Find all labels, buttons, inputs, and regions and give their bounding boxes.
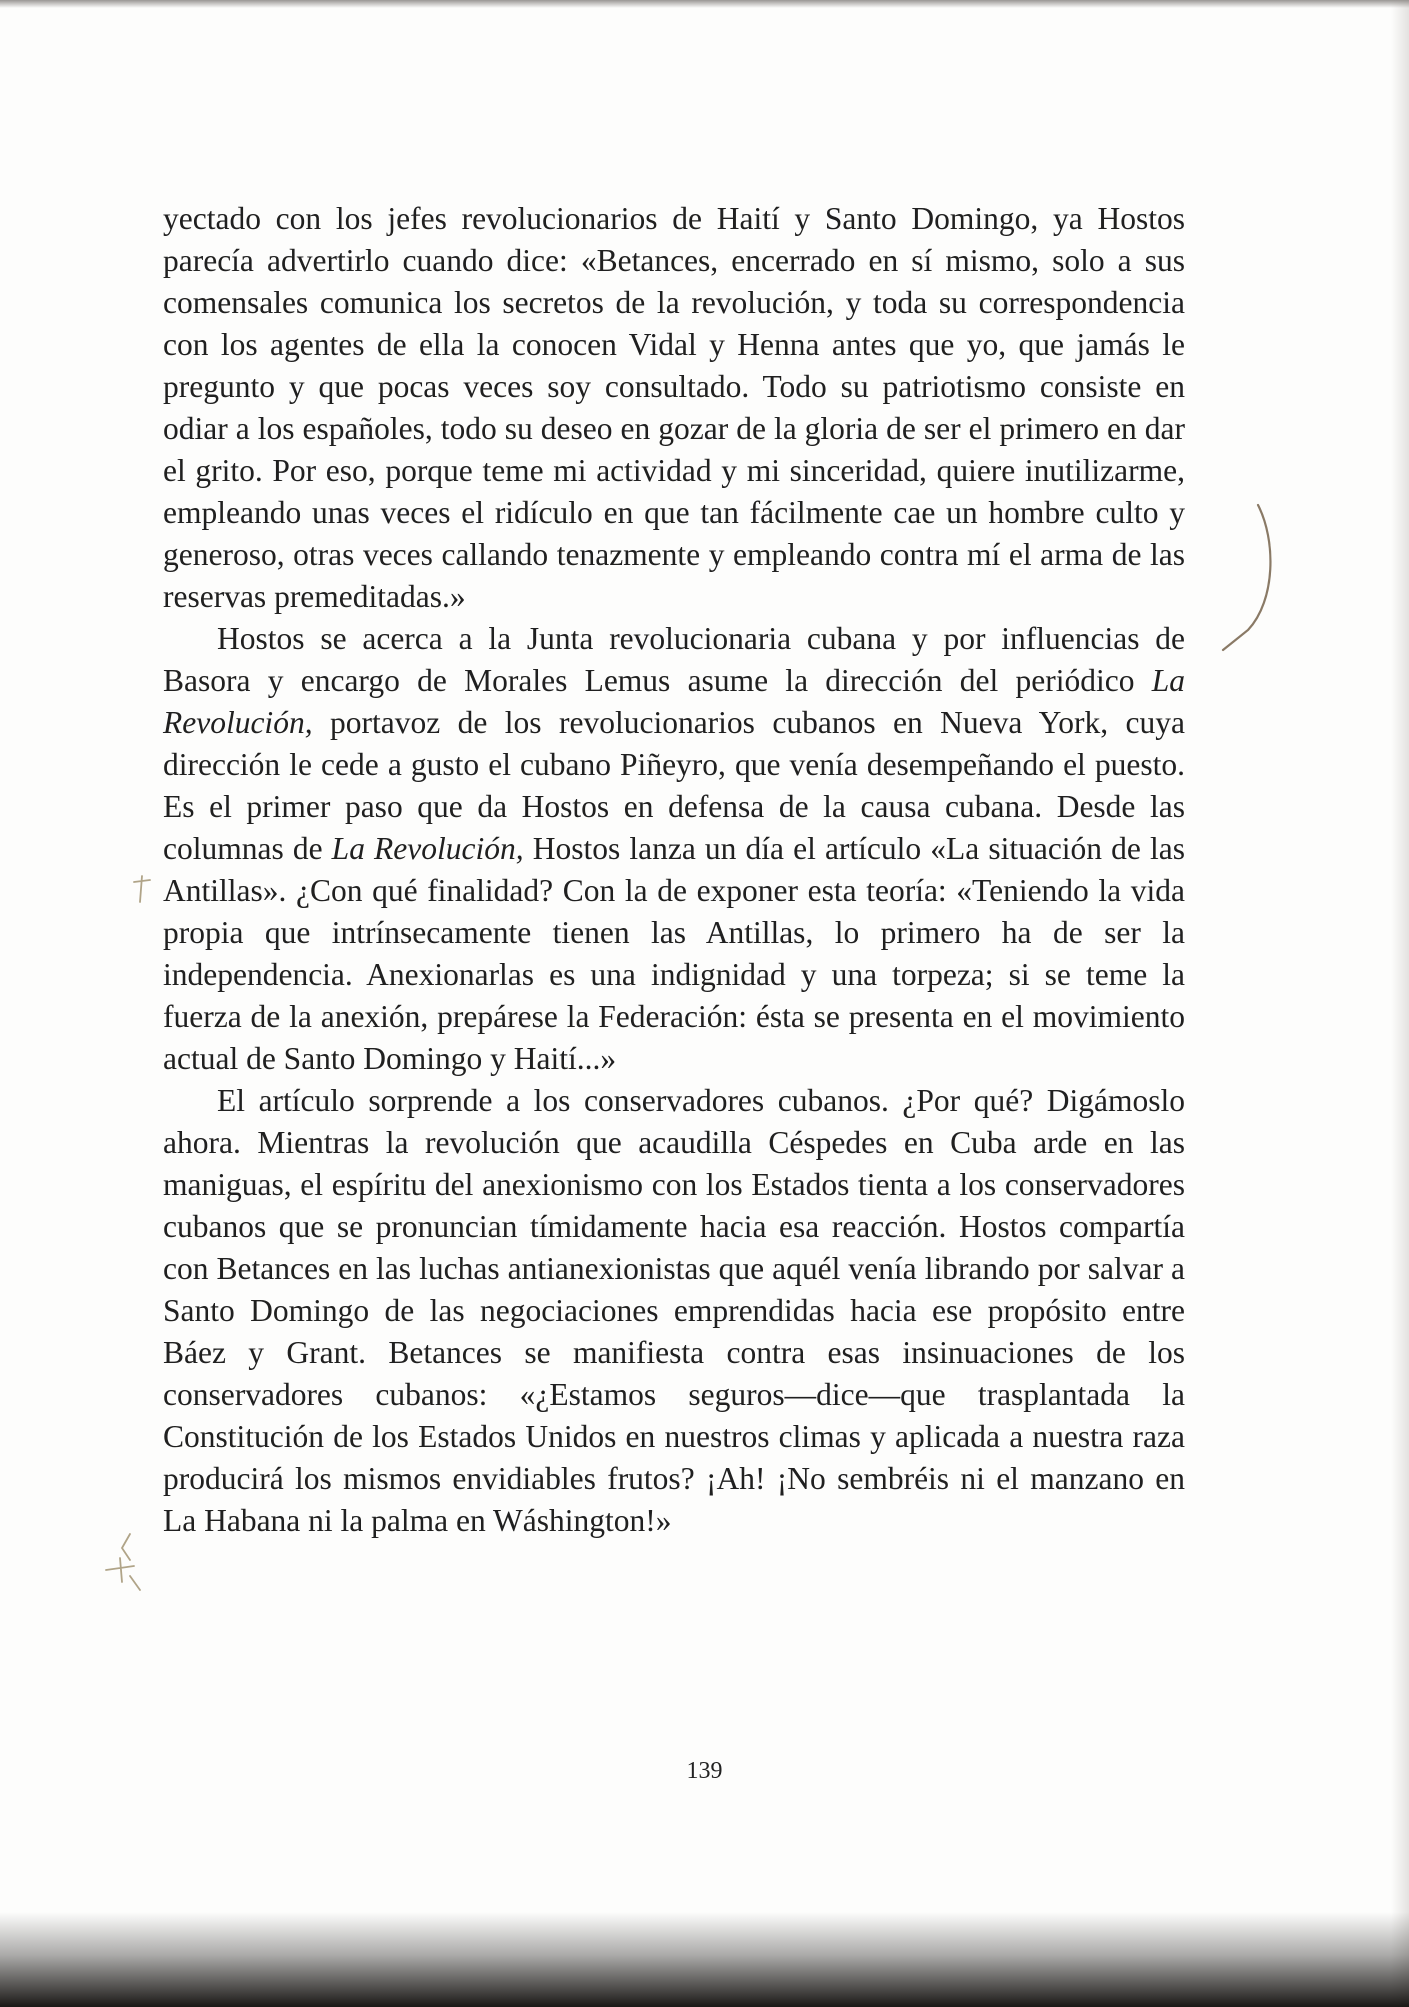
text-run: El artículo sorprende a los conservadores cubanos. ¿Por qué? Digámoslo ahora. Mientras la revolución que acaudilla Céspedes en Cuba arde en las maniguas, el espíritu del anexionismo con los Estados tienta a los conservadores cubanos que se pronuncian tímidamente hacia esa reacción. Hostos compartía con Betances en las luchas antianexionistas que aquél venía librando por salvar a Santo Domingo de las negociaciones emprendidas hacia ese propósito entre Báez y Grant. Betances se manifiesta contra esas insinuaciones de los conservadores cubanos: «¿Estamos seguros—dice—que trasplantada la Constitución de los Estados Unidos en nuestros climas y aplicada a nuestra raza producirá los mismos envidiables frutos? ¡Ah! ¡No sembréis ni el manzano en La Habana ni la palma en Wáshington!» (163, 1083, 1185, 1538)
paragraph (163, 618, 1185, 1080)
text-run: Hostos lanza un día el artículo «La situación de las Antillas». ¿Con qué finalidad? Con la de exponer esta teoría: «Teniendo la vida propia que intrínsecamente tienen las Antillas, lo primero ha de ser la independencia. Anexionarlas es una indignidad y una torpeza; si se teme la fuerza de la anexión, prepárese la Federación: ésta se presenta en el movimiento actual de Santo Domingo y Haití...» (163, 831, 1185, 1076)
text-run: yectado con los jefes revolucionarios de Haití y Santo Domingo, ya Hostos parecía advertirlo cuando dice: «Betances, encerrado en sí mismo, solo a sus comensales comunica los secretos de la revolución, y toda su correspondencia con los agentes de ella la conocen Vidal y Henna antes que yo, que jamás le pregunto y que pocas veces soy consultado. Todo su patriotismo consiste en odiar a los españoles, todo su deseo en gozar de la gloria de ser el primero en dar el grito. Por eso, porque teme mi actividad y mi sinceridad, quiere inutilizarme, empleando unas veces el ridículo en que tan fácilmente cae un hombre culto y generoso, otras veces callando tenazmente y empleando contra mí el arma de las reservas premeditadas.» (163, 201, 1185, 614)
body-text (163, 198, 1185, 1542)
page-number: 139 (686, 1758, 723, 1784)
paragraph (163, 198, 1185, 618)
page-right-edge-shadow (1391, 0, 1409, 2007)
text-run: portavoz de los revolucionarios cubanos en Nueva York, cuya dirección le cede a gusto el cubano Piñeyro, que venía desempeñando el puesto. Es el primer paso que da Hostos en defensa de la causa cubana. Desde las columnas de (163, 705, 1185, 866)
pencil-tick-mark (128, 868, 158, 908)
paragraph (163, 1080, 1185, 1542)
text-run: Hostos se acerca a la Junta revolucionaria cubana y por influencias de Basora y encargo de Morales Lemus asume la dirección del periódico (163, 621, 1185, 698)
page-top-edge-shadow (0, 0, 1409, 8)
italic-title: La Revolución, (331, 831, 524, 866)
pencil-star-mark (100, 1530, 150, 1600)
page-bottom-shadow (0, 1912, 1409, 2007)
pencil-bracket-mark (1218, 500, 1278, 660)
italic-title: La Revolución, (163, 663, 1185, 740)
